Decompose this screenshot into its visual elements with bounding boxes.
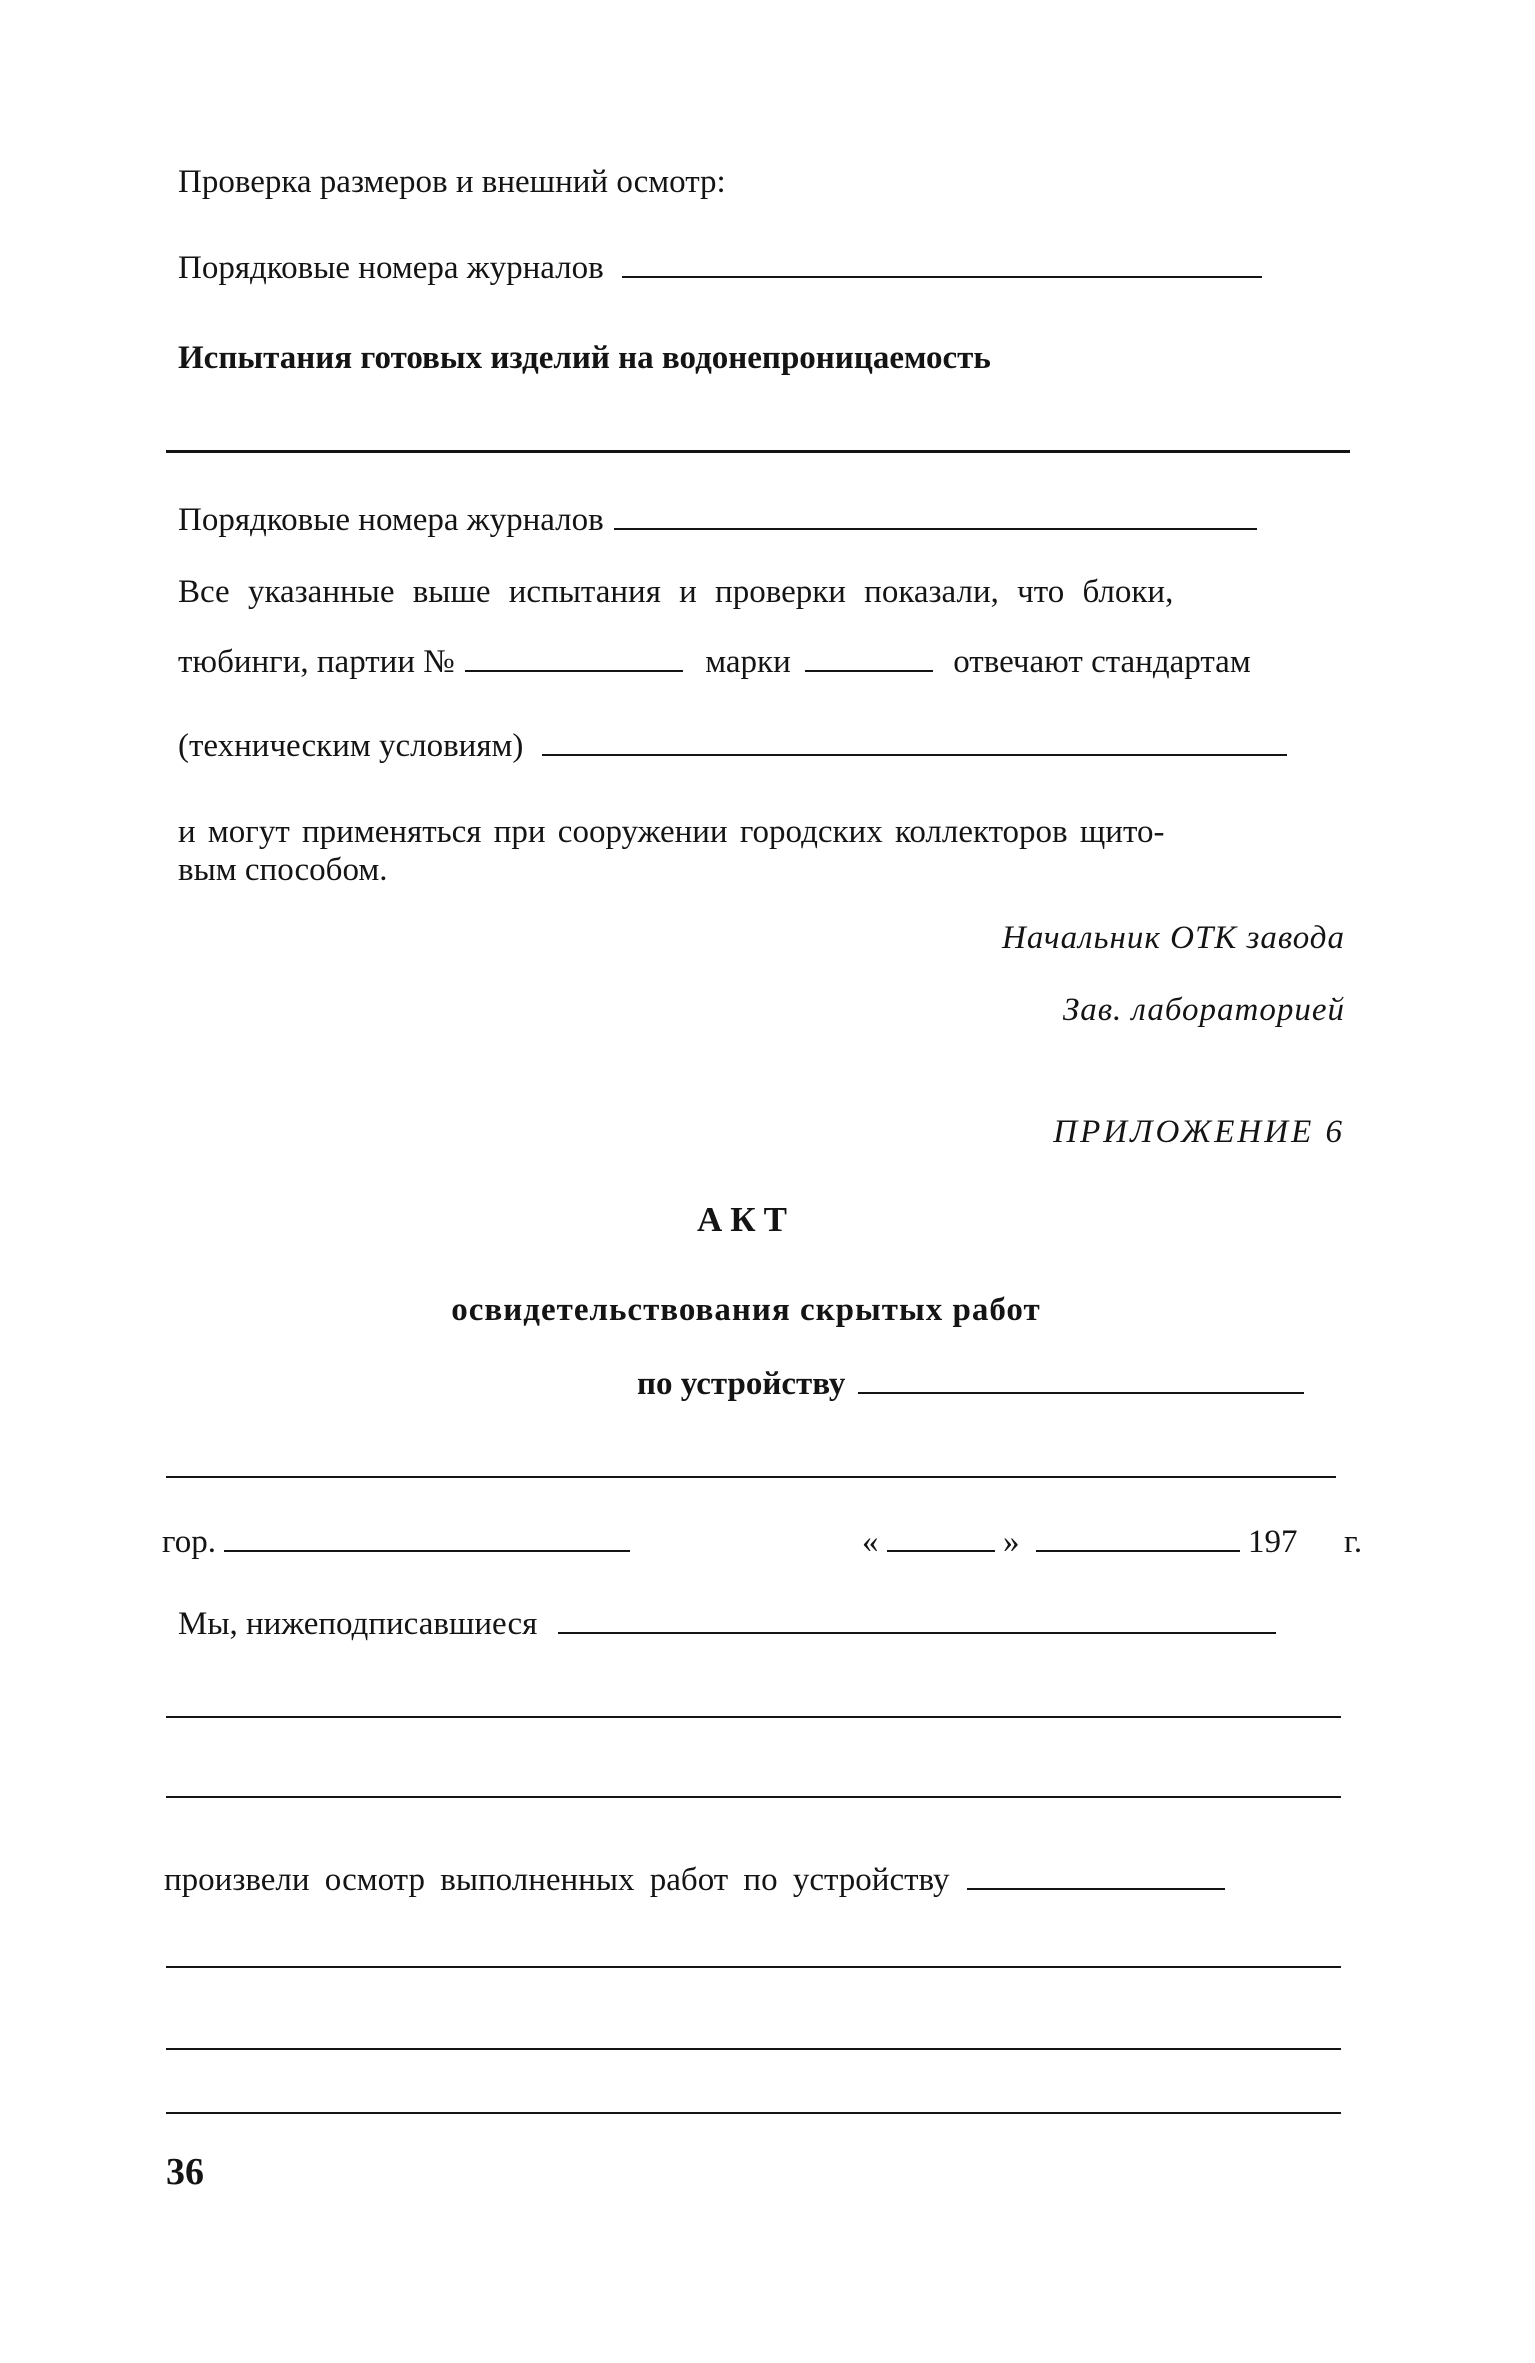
day-field[interactable] xyxy=(887,1522,995,1552)
act-subject-field[interactable] xyxy=(858,1364,1304,1394)
checks-heading: Проверка размеров и внешний осмотр: xyxy=(178,164,726,200)
tests-result-line[interactable] xyxy=(166,450,1350,453)
act-subject-continuation-line[interactable] xyxy=(166,1476,1336,1478)
month-field[interactable] xyxy=(1036,1522,1240,1552)
act-title: АКТ xyxy=(697,1200,795,1239)
journal-numbers-row-2 xyxy=(178,500,1257,540)
inspection-line-4[interactable] xyxy=(166,2112,1341,2114)
conclusion-line-2: тюбинги, партии № марки отвечают стандартам xyxy=(178,644,1251,680)
appendix-label: ПРИЛОЖЕНИЕ 6 xyxy=(1053,1114,1345,1150)
conclusion-line-4: и могут применяться при сооружении городских коллекторов щито- xyxy=(178,814,1165,850)
conclusion-line-3: (техническим условиям) xyxy=(178,726,1287,766)
journal-numbers-field[interactable] xyxy=(614,500,1257,530)
signature-otk-head: Начальник ОТК завода xyxy=(1002,920,1345,956)
city-field[interactable] xyxy=(224,1522,630,1552)
date-row: « » 197 г. xyxy=(862,1524,1363,1560)
undersigned-field[interactable] xyxy=(558,1604,1276,1634)
conclusion-line-5: вым способом. xyxy=(178,852,388,888)
journal-numbers-field[interactable] xyxy=(622,248,1262,278)
page-number: 36 xyxy=(166,2151,204,2193)
undersigned-line-2[interactable] xyxy=(166,1716,1341,1718)
grade-field[interactable] xyxy=(805,642,933,672)
act-subtitle: освидетельствования скрытых работ xyxy=(451,1292,1041,1328)
act-subject-row: по устройству xyxy=(637,1364,1304,1404)
tests-heading: Испытания готовых изделий на водонепроницаемость xyxy=(178,340,991,376)
inspection-line-2[interactable] xyxy=(166,1966,1341,1968)
standards-field[interactable] xyxy=(542,726,1287,756)
journal-numbers-label: Порядковые номера журналов xyxy=(178,250,604,286)
conclusion-line-1: Все указанные выше испытания и проверки показали, что блоки, xyxy=(178,574,1174,610)
signature-lab-head: Зав. лабораторией xyxy=(1062,992,1345,1028)
batch-number-field[interactable] xyxy=(465,642,683,672)
inspection-line-3[interactable] xyxy=(166,2048,1341,2050)
inspection-field[interactable] xyxy=(967,1860,1225,1890)
city-row: гор. xyxy=(162,1522,630,1562)
undersigned-line-3[interactable] xyxy=(166,1796,1341,1798)
undersigned-row: Мы, нижеподписавшиеся xyxy=(178,1604,1276,1644)
journal-numbers-label: Порядковые номера журналов xyxy=(178,502,604,538)
inspection-row: произвели осмотр выполненных работ по устройству xyxy=(164,1860,1225,1900)
journal-numbers-row-1 xyxy=(178,248,1262,288)
